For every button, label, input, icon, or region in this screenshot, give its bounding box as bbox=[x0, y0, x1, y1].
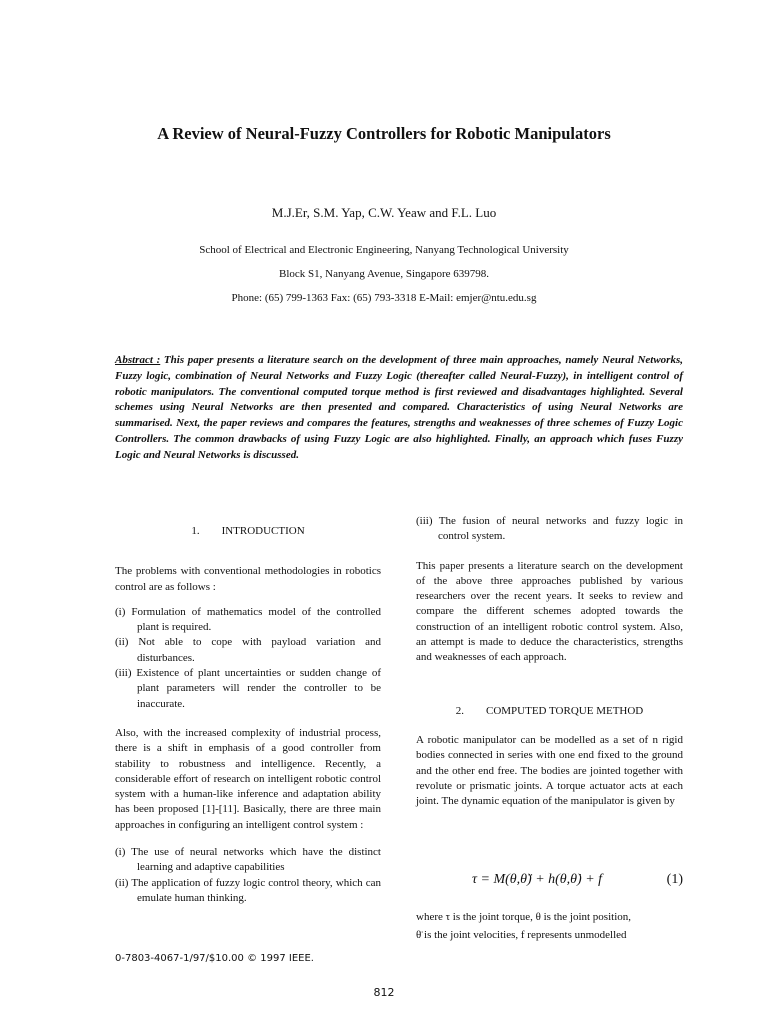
list-item: (iii) The fusion of neural networks and fuzzy logic in control system. bbox=[416, 515, 683, 543]
abstract bbox=[115, 353, 683, 464]
equation-explanation bbox=[416, 908, 683, 944]
paper-title: A Review of Neural-Fuzzy Controllers for Robotic Manipulators bbox=[157, 124, 611, 143]
section-1-heading bbox=[115, 524, 381, 539]
list-item: (i) Formulation of mathematics model of the controlled plant is required. bbox=[115, 605, 381, 634]
abstract-text: This paper presents a literature search on the development of three main approaches, namely Neural Networks, Fuzzy logic, combination of Neural Networks and Fuzzy Logic (thereafter called Neural-Fuzzy), in intelligent control of robotic manipulators. The conventional computed torque method is first reviewed and disadvantages highlighted. Several schemes using Neural Networks are then presented and compared. Characteristics of using Neural Networks are summarised. Next, the paper reviews and compares the features, strengths and weaknesses of three schemes of Fuzzy Logic Controllers. The common drawbacks of using Fuzzy Logic are also highlighted. Finally, an approach which fuses Fuzzy Logic and Neural Networks is discussed. bbox=[115, 354, 683, 461]
list-item: (i) The use of neural networks which have the distinct learning and adaptive capabilities bbox=[115, 846, 381, 874]
affiliation-line-1: School of Electrical and Electronic Engineering, Nanyang Technological University bbox=[199, 244, 569, 256]
affiliation-line-2: Block S1, Nanyang Avenue, Singapore 639798. bbox=[279, 268, 489, 280]
body-paragraph: This paper presents a literature search on the development of the above three approaches published by various researchers over the recent years. It seeks to review and compare the different schemes adopted towards the construction of an intelligent robotic control system. Also, an attempt is made to deduce the characteristics, strengths and weaknesses of each approach. bbox=[416, 559, 683, 664]
section-2-heading bbox=[416, 704, 683, 719]
section-2-number: 2. bbox=[455, 704, 464, 717]
list-item: (ii) The application of fuzzy logic control theory, which can emulate human thinking. bbox=[115, 876, 381, 904]
section-2-title: COMPUTED TORQUE METHOD bbox=[485, 704, 644, 717]
affiliation bbox=[0, 238, 768, 286]
body-paragraph: A robotic manipulator can be modelled as a set of n rigid bodies connected in series with one end fixed to the ground and the other end free. The bodies are jointed together with revolute or prismatic joints. A torque actuator acts at each joint. The dynamic equation of the manipulator is given by bbox=[416, 733, 683, 808]
approaches-list bbox=[115, 845, 381, 906]
page-number: 812 bbox=[373, 986, 395, 999]
where-line-1: where τ is the joint torque, θ is the joint position, bbox=[416, 911, 631, 923]
right-column bbox=[416, 514, 683, 809]
approaches-list-continued bbox=[416, 514, 683, 545]
abstract-label: Abstract : bbox=[115, 354, 161, 366]
author-list: M.J.Er, S.M. Yap, C.W. Yeaw and F.L. Luo bbox=[271, 205, 497, 220]
copyright-notice: 0-7803-4067-1/97/$10.00 © 1997 IEEE. bbox=[115, 953, 314, 964]
list-item: (iii) Existence of plant uncertainties or sudden change of plant parameters will render the controller to be inaccurate. bbox=[115, 667, 381, 710]
equation-formula: τ = M(θ,θ̈) + h(θ,θ̇) + f bbox=[472, 872, 603, 887]
section-1-number: 1. bbox=[191, 525, 200, 537]
left-column bbox=[115, 524, 381, 906]
intro-paragraph: The problems with conventional methodologies in robotics control are as follows : bbox=[115, 565, 381, 593]
contact-info: Phone: (65) 799-1363 Fax: (65) 793-3318 E-Mail: emjer@ntu.edu.sg bbox=[231, 292, 537, 304]
list-item: (ii) Not able to cope with payload variation and disturbances. bbox=[115, 636, 381, 664]
section-1-title: INTRODUCTION bbox=[221, 525, 305, 537]
problems-list bbox=[115, 605, 381, 712]
where-line-2: θ̈ is the joint velocities, f represents unmodelled bbox=[416, 929, 627, 941]
equation-number: (1) bbox=[666, 872, 683, 887]
body-paragraph: Also, with the increased complexity of industrial process, there is a shift in emphasis of a good controller from stability to robustness and intelligence. Recently, a considerable effort of research on intelligent robotic control system with a human-like inference and adaptation ability has been proposed [1]-[11]. Basically, there are three main approaches in configuring an intelligent control system : bbox=[115, 726, 381, 831]
